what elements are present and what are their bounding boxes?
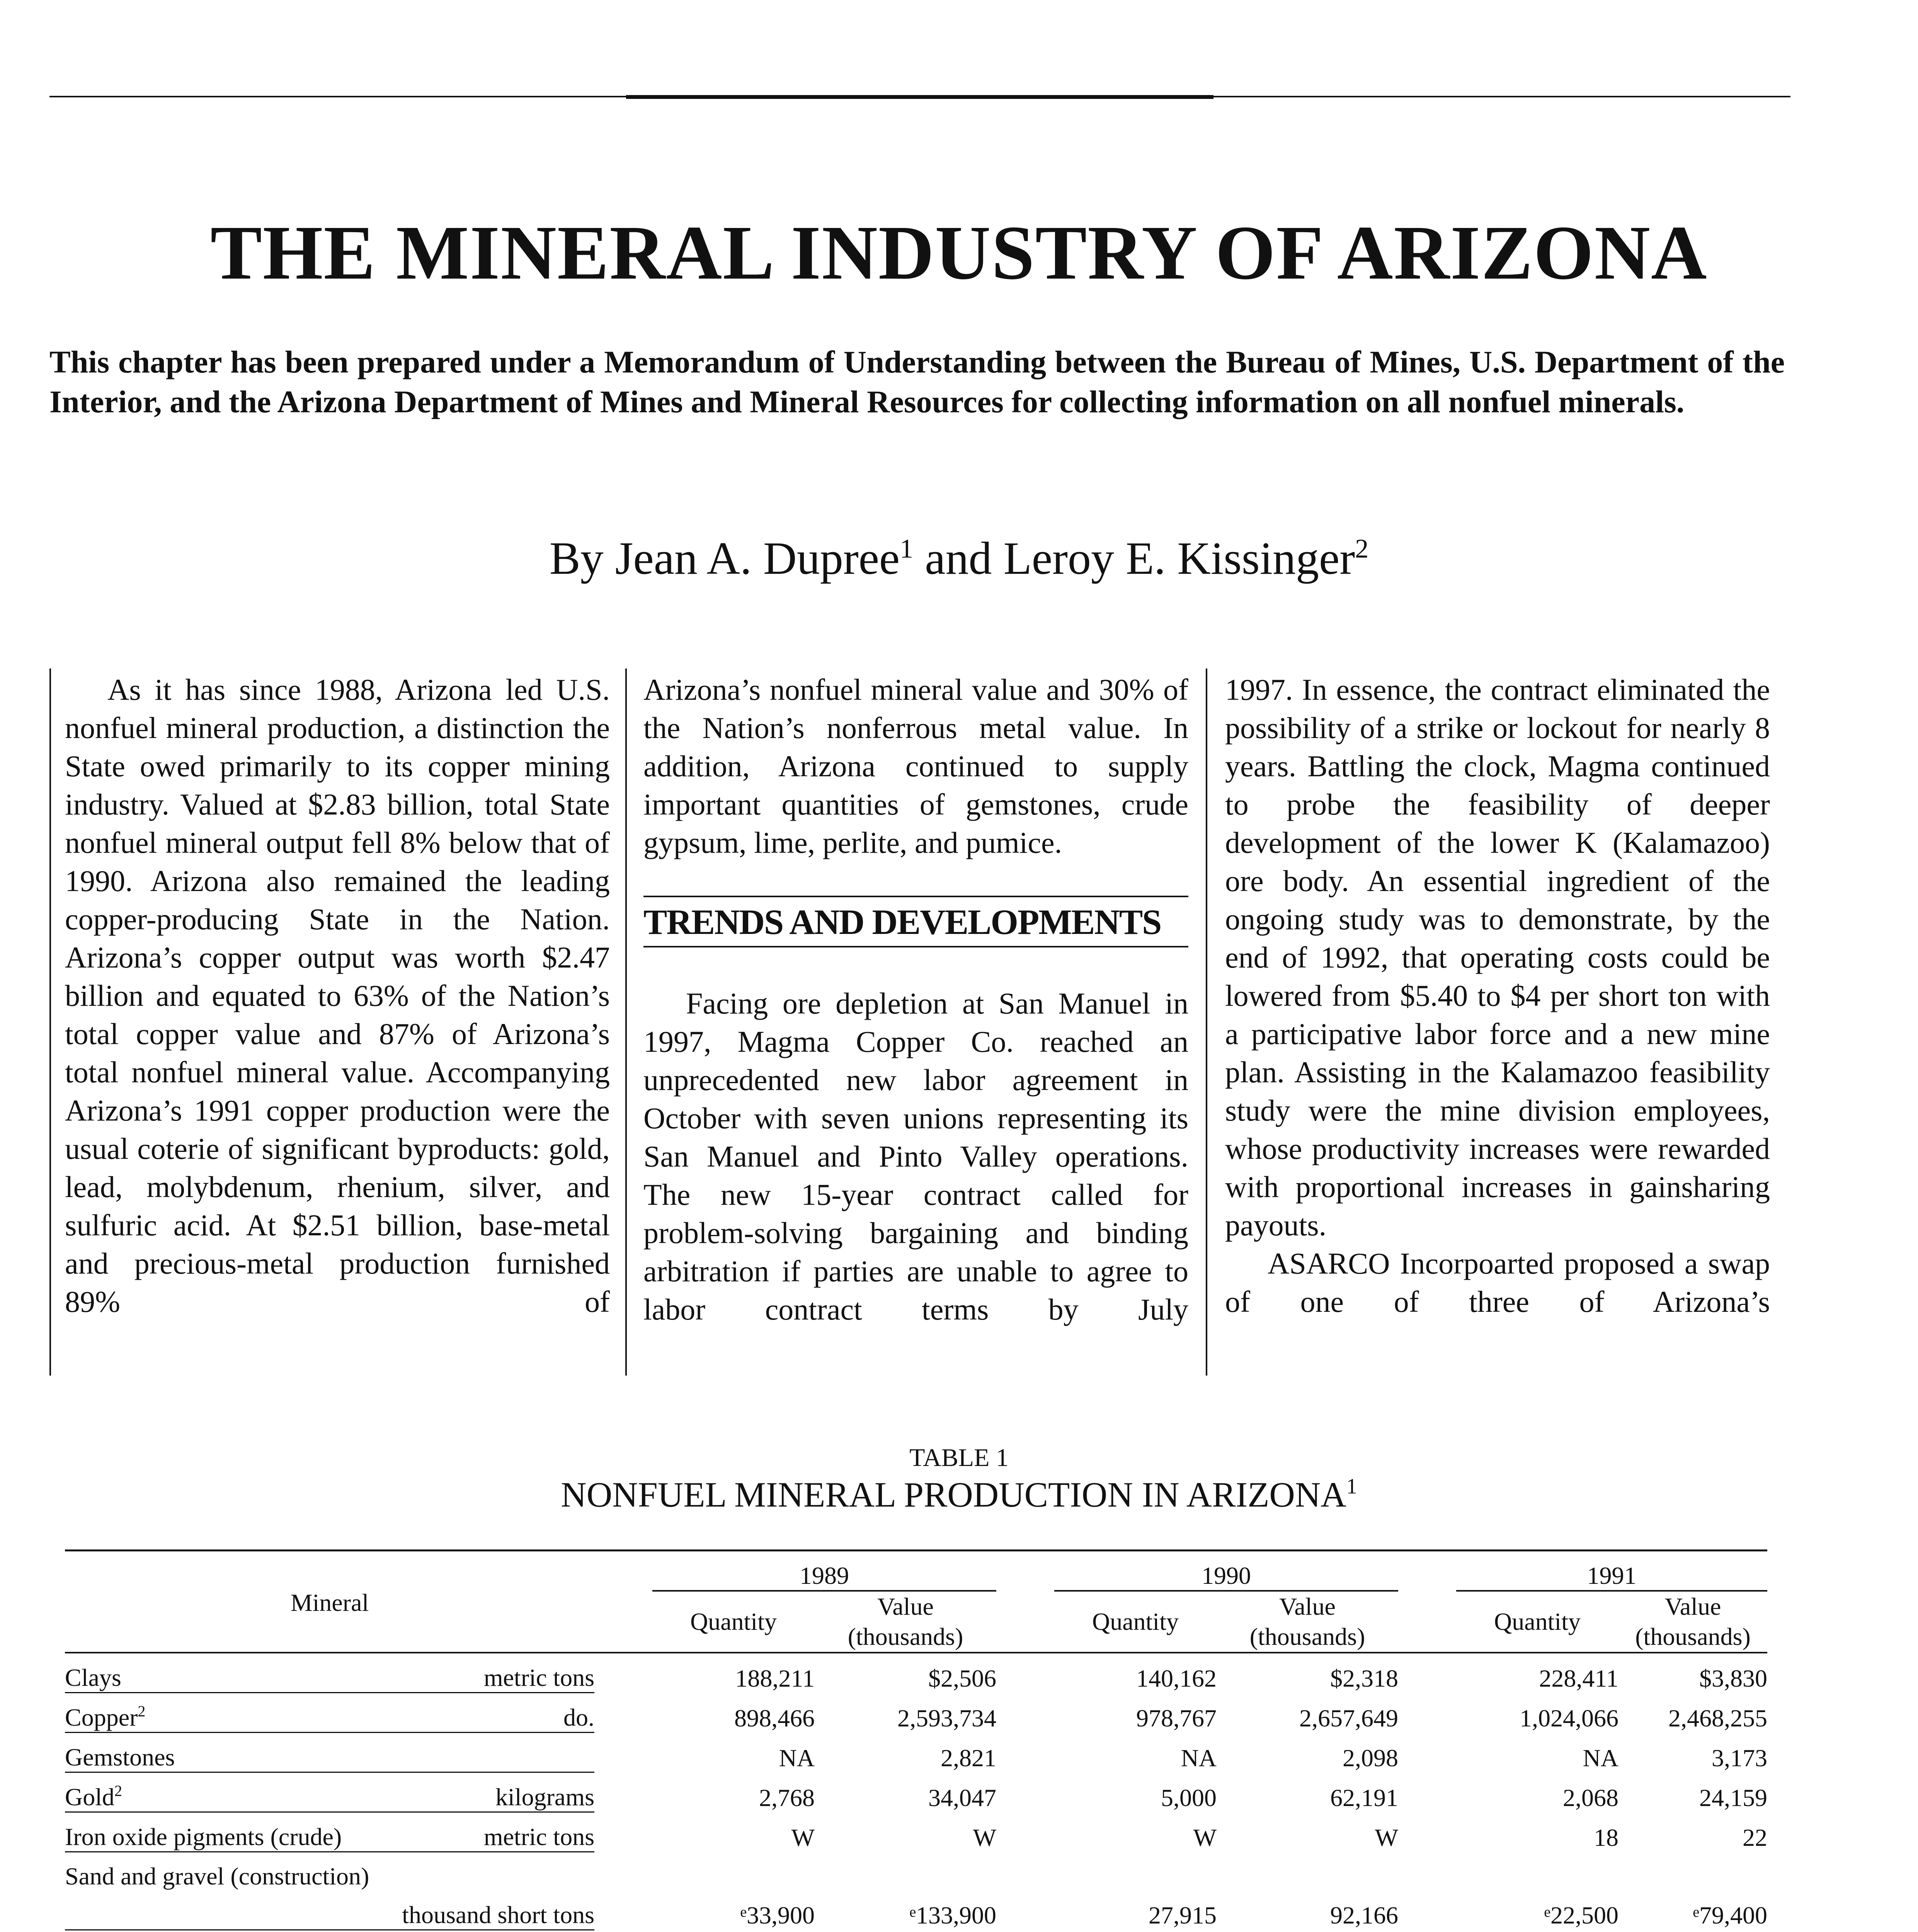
table-gap: [594, 1930, 652, 1932]
col3-paragraph-b: ASARCO Incorpoarted proposed a swap of one of three of Arizona’s: [1225, 1247, 1770, 1318]
cell-value: [1618, 1930, 1767, 1932]
mineral-cell: [65, 1772, 594, 1812]
table-gap: [594, 1733, 652, 1772]
table-title-text: NONFUEL MINERAL PRODUCTION IN ARIZONA: [561, 1475, 1346, 1514]
intro-note: This chapter has been prepared under a Memorandum of Understanding between the Bureau of Mines, U.S. Department of the Interior, and the Arizona Department of Mines and Mineral Resources for collecting information on all nonfuel minerals.: [49, 344, 1785, 419]
cell-value: 2,468,255: [1668, 1704, 1767, 1732]
mineral-cell: [65, 1653, 594, 1693]
table-gap: [1398, 1891, 1456, 1930]
table-gap: [594, 1891, 652, 1930]
value-header: [1217, 1591, 1398, 1653]
col2-paragraph-a: Arizona’s nonfuel mineral value and 30% of the Nation’s nonferrous metal value. In addition, Arizona continued to supply important quantities of gemstones, crude gypsum, lime, perlite, and pumice.: [643, 673, 1188, 859]
cell-value: 62,191: [1330, 1784, 1398, 1811]
table-gap: [1398, 1653, 1456, 1693]
mineral-name: Copper: [65, 1704, 138, 1731]
table-gap: [996, 1930, 1054, 1932]
value-header-line2: (thousands): [1635, 1623, 1751, 1650]
cell-quantity: 27,915: [1149, 1901, 1217, 1929]
cell-quantity: 140,162: [1136, 1664, 1217, 1692]
cell-value: 3,173: [1712, 1744, 1767, 1772]
cell-value: W: [973, 1823, 996, 1851]
cell-value: 2,657,649: [1299, 1704, 1398, 1732]
mineral-cell: [65, 1930, 594, 1932]
cell-value: $3,830: [1699, 1664, 1767, 1692]
mineral-name: Sand and gravel (construction): [65, 1862, 369, 1890]
cell-quantity: 188,211: [735, 1664, 815, 1692]
mineral-unit: metric tons: [483, 1823, 594, 1850]
mineral-cell: [65, 1812, 594, 1852]
table-gap: [996, 1812, 1054, 1852]
table-row: [65, 1891, 1767, 1930]
table-gap: [594, 1653, 652, 1693]
value-header-line1: Value: [877, 1593, 934, 1620]
mineral-name: Gemstones: [65, 1743, 175, 1771]
mineral-footnote: 2: [138, 1702, 146, 1720]
cell-value: 92,166: [1330, 1901, 1398, 1929]
byline-author-1: By Jean A. Dupree: [549, 532, 900, 584]
col2-paragraph-b: Facing ore depletion at San Manuel in 1997, Magma Copper Co. reached an unprecedented new labor agreement in October with seven unions representing its San Manuel and Pinto Valley operations. The new 15-year contract called for problem-solving bargaining and binding arbitration if parties are unable to agree to labor contract terms by July: [643, 986, 1188, 1326]
mineral-name: Iron oxide pigments (crude): [65, 1823, 342, 1850]
table-gap: [996, 1591, 1054, 1653]
quantity-header: Quantity: [1456, 1591, 1618, 1653]
year-header-1991: 1991: [1456, 1553, 1767, 1591]
top-rule-thick: [626, 95, 1213, 99]
cell-quantity: 898,466: [734, 1704, 815, 1732]
cell-value: 2,098: [1343, 1744, 1398, 1772]
value-header-line1: Value: [1279, 1593, 1336, 1620]
cell-quantity: 5,000: [1161, 1784, 1217, 1811]
table-row: [65, 1930, 1767, 1932]
cell-quantity: 2,068: [1563, 1784, 1618, 1811]
col3-paragraph-a: 1997. In essence, the contract eliminated the possibility of a strike or lockout for nearly 8 years. Battling the clock, Magma continued to probe the feasibility of deeper development of the lower K (Kalamazoo) ore body. An essential ingredient of the ongoing study was to demonstrate, by the end of 1992, that operating costs could be lowered from $5.40 to $4 per short ton with a participative labor force and a new mine plan. Assisting in the Kalamazoo feasibility study were the mine division employees, whose productivity increases were rewarded with proportional increases in gainsharing payouts.: [1225, 673, 1770, 1242]
cell-quantity: ᵉ33,900: [740, 1901, 815, 1929]
table-row: [65, 1693, 1767, 1733]
table-gap: [996, 1891, 1054, 1930]
table-gap: [594, 1812, 652, 1852]
cell-quantity: [1456, 1930, 1618, 1932]
year-header-1989: 1989: [652, 1553, 996, 1591]
table-gap: [996, 1772, 1054, 1812]
mineral-unit: metric tons: [483, 1664, 594, 1691]
byline-author-2: and Leroy E. Kissinger: [913, 532, 1355, 584]
cell-value: 24,159: [1699, 1784, 1767, 1811]
mineral-name-group: [65, 1703, 145, 1732]
table-gap: [1398, 1772, 1456, 1812]
table-spacer: [594, 1852, 1767, 1891]
mineral-name-group: [65, 1783, 122, 1811]
table-gap: [594, 1693, 652, 1733]
col1-paragraph: As it has since 1988, Arizona led U.S. nonfuel mineral production, a distinction the State owed primarily to its copper mining industry. Valued at $2.83 billion, total State nonfuel mineral output fell 8% below that of 1990. Arizona also remained the leading copper-producing State in the Nation. Arizona’s copper output was worth $2.47 billion and equated to 63% of the Nation’s total copper value and 87% of Arizona’s total nonfuel mineral value. Accompanying Arizona’s 1991 copper production were the usual coterie of significant byproducts: gold, lead, molybdenum, rhenium, silver, and sulfuric acid. At $2.51 billion, base-metal and precious-metal production furnished 89% of: [65, 673, 610, 1318]
table-row: [65, 1852, 1767, 1891]
mineral-header-text: Mineral: [290, 1588, 369, 1616]
mineral-name: Gold: [65, 1783, 114, 1811]
value-header: [1618, 1591, 1767, 1653]
mineral-unit: kilograms: [495, 1783, 594, 1811]
heading-rule-bottom: [643, 946, 1188, 947]
cell-value: W: [1375, 1823, 1398, 1851]
cell-quantity: W: [1193, 1823, 1217, 1851]
cell-value: 34,047: [928, 1784, 996, 1811]
mineral-unit: do.: [563, 1704, 594, 1731]
page-title: THE MINERAL INDUSTRY OF ARIZONA: [210, 210, 1708, 296]
cell-quantity: 1,024,066: [1520, 1704, 1618, 1732]
cell-value: 22: [1743, 1823, 1767, 1851]
table-gap: [594, 1553, 652, 1653]
value-header: [815, 1591, 996, 1653]
table-gap: [1398, 1591, 1456, 1653]
cell-value: ᵉ133,900: [909, 1901, 996, 1929]
column-rule-left: [49, 668, 51, 1376]
table-gap: [996, 1653, 1054, 1693]
cell-value: 2,821: [941, 1744, 996, 1772]
cell-quantity: 18: [1594, 1823, 1618, 1851]
table-title: [0, 1474, 1918, 1515]
value-header-line2: (thousands): [848, 1623, 963, 1650]
column-rule-2: [1206, 668, 1207, 1376]
value-header-line1: Value: [1664, 1593, 1721, 1620]
table-label: TABLE 1: [909, 1444, 1009, 1472]
mineral-name: Clays: [65, 1664, 121, 1691]
table-row: [65, 1733, 1767, 1772]
table-row: [65, 1812, 1767, 1852]
mineral-header: [65, 1553, 594, 1653]
table-title-footnote: 1: [1346, 1475, 1357, 1498]
table-top-rule: [65, 1549, 1767, 1551]
column-1: [65, 670, 610, 1321]
mineral-cell: [65, 1693, 594, 1733]
cell-quantity: 2,768: [759, 1784, 815, 1811]
cell-quantity: [652, 1930, 815, 1932]
year-header-1990: 1990: [1054, 1553, 1398, 1591]
column-rule-1: [625, 668, 627, 1376]
mineral-unit: thousand short tons: [65, 1891, 594, 1930]
value-header-line2: (thousands): [1249, 1623, 1365, 1650]
table-gap: [1398, 1733, 1456, 1772]
cell-value: [1217, 1930, 1398, 1932]
table-gap: [996, 1733, 1054, 1772]
byline: [0, 532, 1918, 584]
column-3: [1225, 670, 1770, 1321]
cell-quantity: NA: [1181, 1744, 1217, 1772]
cell-value: [815, 1930, 996, 1932]
production-table: [65, 1553, 1767, 1932]
mineral-footnote: 2: [114, 1782, 122, 1799]
table-gap: [996, 1553, 1054, 1591]
byline-footnote-1: 1: [900, 534, 914, 564]
cell-value: ᵉ79,400: [1693, 1901, 1767, 1929]
cell-quantity: NA: [779, 1744, 815, 1772]
quantity-header: Quantity: [652, 1591, 815, 1653]
cell-quantity: 228,411: [1539, 1664, 1618, 1692]
section-heading: TRENDS AND DEVELOPMENTS: [643, 902, 1161, 942]
cell-value: 2,593,734: [897, 1704, 996, 1732]
quantity-header: Quantity: [1054, 1591, 1217, 1653]
cell-quantity: W: [791, 1823, 815, 1851]
cell-quantity: 978,767: [1136, 1704, 1217, 1732]
table-row: [65, 1653, 1767, 1693]
table-gap: [1398, 1553, 1456, 1591]
byline-footnote-2: 2: [1355, 534, 1369, 564]
cell-value: $2,318: [1330, 1664, 1398, 1692]
cell-quantity: NA: [1583, 1744, 1618, 1772]
table-gap: [594, 1772, 652, 1812]
table-gap: [996, 1693, 1054, 1733]
table-row: [65, 1772, 1767, 1812]
cell-value: $2,506: [928, 1664, 996, 1692]
cell-quantity: ᵉ22,500: [1544, 1901, 1618, 1929]
mineral-cell: [65, 1733, 594, 1772]
table-gap: [1398, 1930, 1456, 1932]
table-gap: [1398, 1812, 1456, 1852]
table-gap: [1398, 1693, 1456, 1733]
column-2: [643, 670, 1188, 1328]
cell-quantity: [1054, 1930, 1217, 1932]
